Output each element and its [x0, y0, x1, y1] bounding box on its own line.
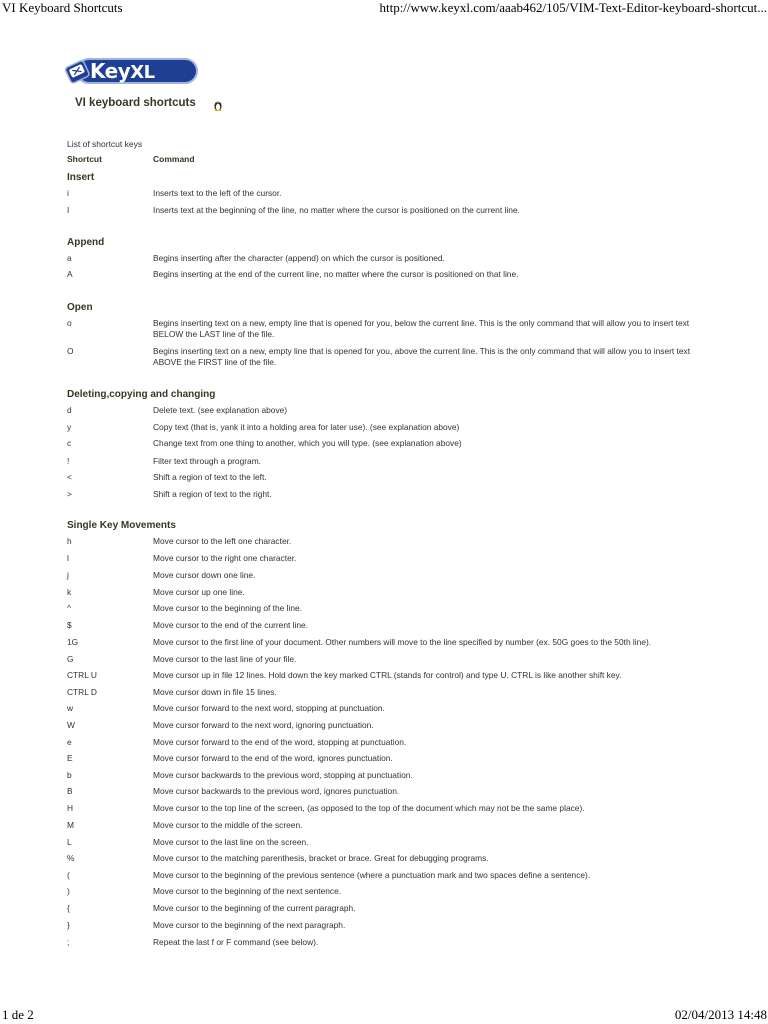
print-header: [0, 0, 768, 16]
shortcut-command: Move cursor backwards to the previous word, ignores punctuation.: [153, 786, 400, 796]
logo-text: KeyXL: [90, 59, 155, 83]
shortcut-key: k: [67, 587, 72, 597]
shortcut-command: Move cursor to the right one character.: [153, 553, 297, 563]
shortcut-key: }: [67, 920, 70, 930]
shortcut-command: Begins inserting at the end of the current line, no matter where the cursor is positioned on that line.: [153, 269, 519, 279]
shortcut-key: %: [67, 853, 75, 863]
shortcut-key: {: [67, 903, 70, 913]
shortcut-command: Move cursor to the end of the current line.: [153, 620, 309, 630]
shortcut-command: Begins inserting after the character (append) on which the cursor is positioned.: [153, 253, 445, 263]
shortcut-key: >: [67, 489, 72, 499]
print-header-title: VI Keyboard Shortcuts: [2, 0, 123, 15]
linux-penguin-icon: [213, 99, 223, 111]
shortcut-command: Move cursor to the left one character.: [153, 536, 292, 546]
shortcut-command: Move cursor to the matching parenthesis, bracket or brace. Great for debugging programs.: [153, 853, 489, 863]
shortcut-key: !: [67, 456, 70, 466]
section-title-movements: Single Key Movements: [67, 520, 176, 531]
shortcut-command: Inserts text to the left of the cursor.: [153, 188, 282, 198]
shortcut-key: h: [67, 536, 72, 546]
shortcut-command: Move cursor down in file 15 lines.: [153, 687, 277, 697]
shortcut-command: Move cursor to the beginning of the previous sentence (where a punctuation mark and two spaces define a sentence).: [153, 870, 591, 880]
shortcut-command: Move cursor forward to the next word, stopping at punctuation.: [153, 703, 385, 713]
shortcut-key: y: [67, 422, 72, 432]
shortcut-command: Move cursor to the last line of your file.: [153, 654, 297, 664]
shortcut-command: Delete text. (see explanation above): [153, 405, 288, 415]
section-title-deleting: Deleting,copying and changing: [67, 389, 216, 400]
page-number: 1 de 2: [2, 1007, 34, 1022]
shortcut-command: Inserts text at the beginning of the line, no matter where the cursor is positioned on the current line.: [153, 205, 520, 215]
shortcut-command: Move cursor to the beginning of the line.: [153, 603, 302, 613]
section-title-insert: Insert: [67, 172, 95, 183]
shortcut-command: Change text from one thing to another, which you will type. (see explanation above): [153, 438, 462, 448]
shortcut-command: Move cursor to the last line on the screen.: [153, 837, 309, 847]
keyxl-logo[interactable]: [64, 56, 200, 86]
shortcut-command: Move cursor to the beginning of the current paragraph.: [153, 903, 356, 913]
shortcut-key: a: [67, 253, 72, 263]
shortcut-key: c: [67, 438, 72, 448]
shortcut-key: A: [67, 269, 73, 279]
shortcut-command: Move cursor to the first line of your document. Other numbers will move to the line specified by number (ex. 50G goes to the 50th line).: [153, 637, 652, 647]
shortcut-key: O: [67, 346, 74, 356]
shortcut-command: Shift a region of text to the right.: [153, 489, 272, 499]
shortcut-key: CTRL D: [67, 687, 97, 697]
shortcut-key: d: [67, 405, 72, 415]
shortcut-command: Move cursor forward to the end of the word, stopping at punctuation.: [153, 737, 407, 747]
shortcut-key: j: [67, 570, 69, 580]
shortcut-command: Move cursor down one line.: [153, 570, 256, 580]
shortcut-key: b: [67, 770, 72, 780]
shortcut-key: $: [67, 620, 72, 630]
shortcut-key: 1G: [67, 637, 79, 647]
shortcut-command: Repeat the last f or F command (see below).: [153, 937, 319, 947]
shortcut-command: Move cursor up in file 12 lines. Hold down the key marked CTRL (stands for control) and type U. CTRL is like another shift key.: [153, 670, 622, 680]
shortcut-key: B: [67, 786, 73, 796]
shortcut-key: ;: [67, 937, 70, 947]
shortcut-key: H: [67, 803, 74, 813]
shortcut-key: <: [67, 472, 72, 482]
shortcut-key: e: [67, 737, 72, 747]
page-title: VI keyboard shortcuts: [75, 97, 196, 109]
print-footer: [0, 1007, 768, 1023]
shortcut-key: G: [67, 654, 74, 664]
shortcut-key: l: [67, 553, 69, 563]
table-caption: List of shortcut keys: [67, 139, 143, 149]
shortcut-command: Begins inserting text on a new, empty line that is opened for you, below the current line. This is the only command that will allow you to insert text BELOW the LAST line of the file.: [153, 318, 690, 339]
shortcut-command: Copy text (that is, yank it into a holding area for later use). (see explanation above): [153, 422, 460, 432]
shortcut-command: Move cursor forward to the end of the word, ignores punctuation.: [153, 753, 393, 763]
shortcut-key: I: [67, 205, 70, 215]
shortcut-key: M: [67, 820, 74, 830]
print-header-url: http://www.keyxl.com/aaab462/105/VIM-Text-Editor-keyboard-shortcut...: [379, 0, 767, 15]
shortcut-command: Move cursor to the middle of the screen.: [153, 820, 303, 830]
shortcut-key: ^: [67, 603, 71, 613]
print-datetime: 02/04/2013 14:48: [674, 1007, 767, 1022]
section-title-open: Open: [67, 302, 93, 313]
shortcut-key: W: [67, 720, 75, 730]
shortcut-command: Move cursor to the beginning of the next paragraph.: [153, 920, 346, 930]
shortcut-command: Move cursor to the beginning of the next sentence.: [153, 886, 342, 896]
column-header-shortcut: Shortcut: [67, 154, 102, 164]
shortcut-key: (: [67, 870, 70, 880]
shortcut-key: ): [67, 886, 70, 896]
section-title-append: Append: [67, 237, 105, 248]
shortcut-command: Filter text through a program.: [153, 456, 261, 466]
shortcut-key: w: [67, 703, 74, 713]
shortcut-key: i: [67, 188, 69, 198]
shortcut-key: o: [67, 318, 72, 328]
keyboard-key-icon: [64, 57, 92, 85]
shortcut-command: Move cursor to the top line of the screen, (as opposed to the top of the document which may not be the same place).: [153, 803, 585, 813]
shortcut-key: CTRL U: [67, 670, 97, 680]
shortcut-key: L: [67, 837, 72, 847]
column-header-command: Command: [153, 154, 195, 164]
shortcut-command: Move cursor backwards to the previous word, stopping at punctuation.: [153, 770, 413, 780]
shortcut-command: Shift a region of text to the left.: [153, 472, 267, 482]
shortcut-command: Move cursor up one line.: [153, 587, 245, 597]
shortcut-command: Begins inserting text on a new, empty line that is opened for you, above the current line. This is the only command that will allow you to insert text ABOVE the FIRST line of the file.: [153, 346, 691, 367]
shortcut-key: E: [67, 753, 73, 763]
shortcut-command: Move cursor forward to the next word, ignoring punctuation.: [153, 720, 374, 730]
